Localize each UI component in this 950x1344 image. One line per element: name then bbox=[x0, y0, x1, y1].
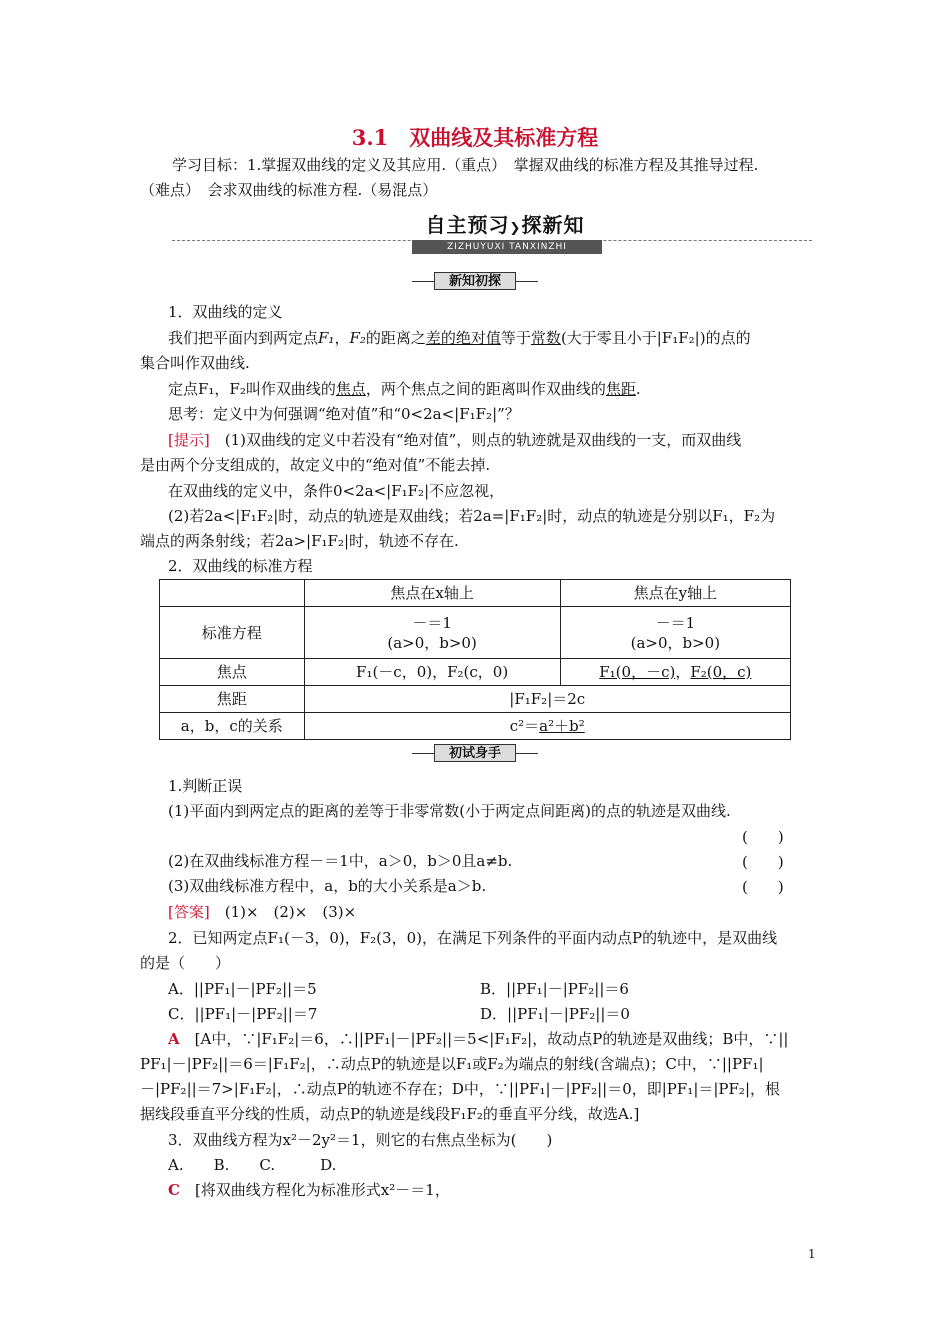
table-cell bbox=[160, 580, 305, 607]
table-cell: －＝1 (a>0，b>0) bbox=[560, 607, 790, 659]
section-label: 新知初探 bbox=[434, 272, 516, 290]
think-question: 思考：定义中为何强调“绝对值”和“0<2a<|F₁F₂|”？ bbox=[168, 405, 520, 423]
table-cell: F₁(－c，0)，F₂(c，0) bbox=[304, 659, 560, 686]
def-paragraph-1-cont: 集合叫作双曲线. bbox=[140, 354, 250, 372]
ex1-statement-3: (3)双曲线标准方程中，a，b的大小关系是a＞b. bbox=[168, 877, 487, 895]
page-number: 1 bbox=[808, 1247, 816, 1261]
ex1-statement-2: (2)在双曲线标准方程－＝1中，a＞0，b＞0且a≠b. bbox=[168, 852, 513, 870]
section-label: 初试身手 bbox=[434, 744, 516, 762]
answer-letter: A bbox=[168, 1030, 180, 1048]
ex2-explanation-2: PF₁|－|PF₂||＝6＝|F₁F₂|，∴动点P的轨迹是以F₁或F₂为端点的射线(含端点)；C中，∵||PF₁| bbox=[140, 1055, 764, 1073]
ex3-question: 3．双曲线方程为x²－2y²＝1，则它的右焦点坐标为( ) bbox=[168, 1131, 553, 1149]
table-cell: c²＝a²＋b² bbox=[304, 713, 790, 740]
table-row bbox=[160, 580, 791, 607]
table-row bbox=[160, 713, 791, 740]
page-title: 3.1 双曲线及其标准方程 bbox=[351, 125, 599, 150]
ex2-option-c: C．||PF₁|－|PF₂||＝7 bbox=[168, 1005, 318, 1023]
hint-line-1: [提示] (1)双曲线的定义中若没有“绝对值”，则点的轨迹就是双曲线的一支，而双曲线 bbox=[168, 431, 742, 449]
table-cell: 焦点在y轴上 bbox=[560, 580, 790, 607]
hint-line-3: 在双曲线的定义中，条件0<2a<|F₁F₂|不应忽视， bbox=[168, 482, 505, 500]
section-new-knowledge bbox=[412, 272, 538, 290]
table-row bbox=[160, 659, 791, 686]
table-cell: |F₁F₂|＝2c bbox=[304, 686, 790, 713]
hint-line-4: (2)若2a<|F₁F₂|时，动点的轨迹是双曲线；若2a=|F₁F₂|时，动点的轨迹是分别以F₁，F₂为 bbox=[168, 507, 776, 525]
table-cell: a，b，c的关系 bbox=[160, 713, 305, 740]
banner-strong: 探新知 bbox=[521, 213, 585, 237]
ex2-option-d: D．||PF₁|－|PF₂||＝0 bbox=[480, 1005, 630, 1023]
answer-tag: [答案] bbox=[168, 903, 210, 921]
table-cell: －＝1 (a>0，b>0) bbox=[304, 607, 560, 659]
def-heading: 1．双曲线的定义 bbox=[168, 303, 283, 321]
banner-main: 自主预习 bbox=[425, 213, 510, 237]
ex3-explanation: C [将双曲线方程化为标准形式x²－＝1， bbox=[168, 1181, 450, 1199]
ex3-options: A. B. C. D. bbox=[168, 1156, 337, 1174]
table-cell: 焦点在x轴上 bbox=[304, 580, 560, 607]
banner-arrow-icon: ❯ bbox=[509, 221, 522, 236]
def-paragraph-1: 我们把平面内到两定点F₁，F₂的距离之差的绝对值等于常数(大于零且小于|F₁F₂|)的点的 bbox=[168, 329, 751, 347]
answer-blank: ( ) bbox=[742, 853, 784, 871]
table-row bbox=[160, 607, 791, 659]
table-cell: 焦距 bbox=[160, 686, 305, 713]
section-first-try bbox=[412, 744, 538, 762]
ex2-explanation-1: A [A中，∵|F₁F₂|＝6，∴||PF₁|－|PF₂||＝5<|F₁F₂|，故动点P的轨迹是双曲线；B中，∵|| bbox=[168, 1030, 789, 1048]
hint-line-2: 是由两个分支组成的，故定义中的“绝对值”不能去掉. bbox=[140, 456, 491, 474]
table-row bbox=[160, 686, 791, 713]
ex1-answer: [答案] (1)× (2)× (3)× bbox=[168, 903, 357, 921]
ex2-question-1: 2．已知两定点F₁(－3，0)，F₂(3，0)，在满足下列条件的平面内动点P的轨迹中，是双曲线 bbox=[168, 929, 778, 947]
objectives-line-2: （难点） 会求双曲线的标准方程.（易混点） bbox=[140, 181, 438, 199]
banner-title bbox=[400, 212, 610, 238]
table-cell: 焦点 bbox=[160, 659, 305, 686]
hint-line-5: 端点的两条射线；若2a>|F₁F₂|时，轨迹不存在. bbox=[140, 532, 459, 550]
answer-blank: ( ) bbox=[742, 828, 784, 846]
standard-equation-table bbox=[159, 579, 791, 740]
answer-blank: ( ) bbox=[742, 878, 784, 896]
answer-letter: C bbox=[168, 1181, 180, 1199]
section-banner bbox=[172, 212, 812, 256]
table-cell: F₁(0，－c)，F₂(0，c) bbox=[560, 659, 790, 686]
ex2-explanation-3: －|PF₂||＝7>|F₁F₂|，∴动点P的轨迹不存在；D中，∵||PF₁|－|PF₂||＝0，即|PF₁|＝|PF₂|，根 bbox=[140, 1080, 780, 1098]
ex1-statement-1: (1)平面内到两定点的距离的差等于非零常数(小于两定点间距离)的点的轨迹是双曲线. bbox=[168, 802, 731, 820]
def-paragraph-2: 定点F₁，F₂叫作双曲线的焦点，两个焦点之间的距离叫作双曲线的焦距. bbox=[168, 380, 641, 398]
ex2-explanation-4: 据线段垂直平分线的性质，动点P的轨迹是线段F₁F₂的垂直平分线，故选A.] bbox=[140, 1105, 640, 1123]
objectives-line-1: 学习目标：1.掌握双曲线的定义及其应用.（重点） 掌握双曲线的标准方程及其推导过程. bbox=[172, 156, 759, 174]
hint-tag: [提示] bbox=[168, 431, 210, 449]
std-heading: 2．双曲线的标准方程 bbox=[168, 557, 313, 575]
ex2-option-a: A．||PF₁|－|PF₂||＝5 bbox=[168, 980, 317, 998]
ex1-question: 1.判断正误 bbox=[168, 777, 243, 795]
table-cell: 标准方程 bbox=[160, 607, 305, 659]
banner-pinyin: ZIZHUYUXI TANXINZHI bbox=[412, 240, 602, 254]
ex2-question-2: 的是（ ） bbox=[140, 954, 231, 972]
ex2-option-b: B．||PF₁|－|PF₂||＝6 bbox=[480, 980, 629, 998]
